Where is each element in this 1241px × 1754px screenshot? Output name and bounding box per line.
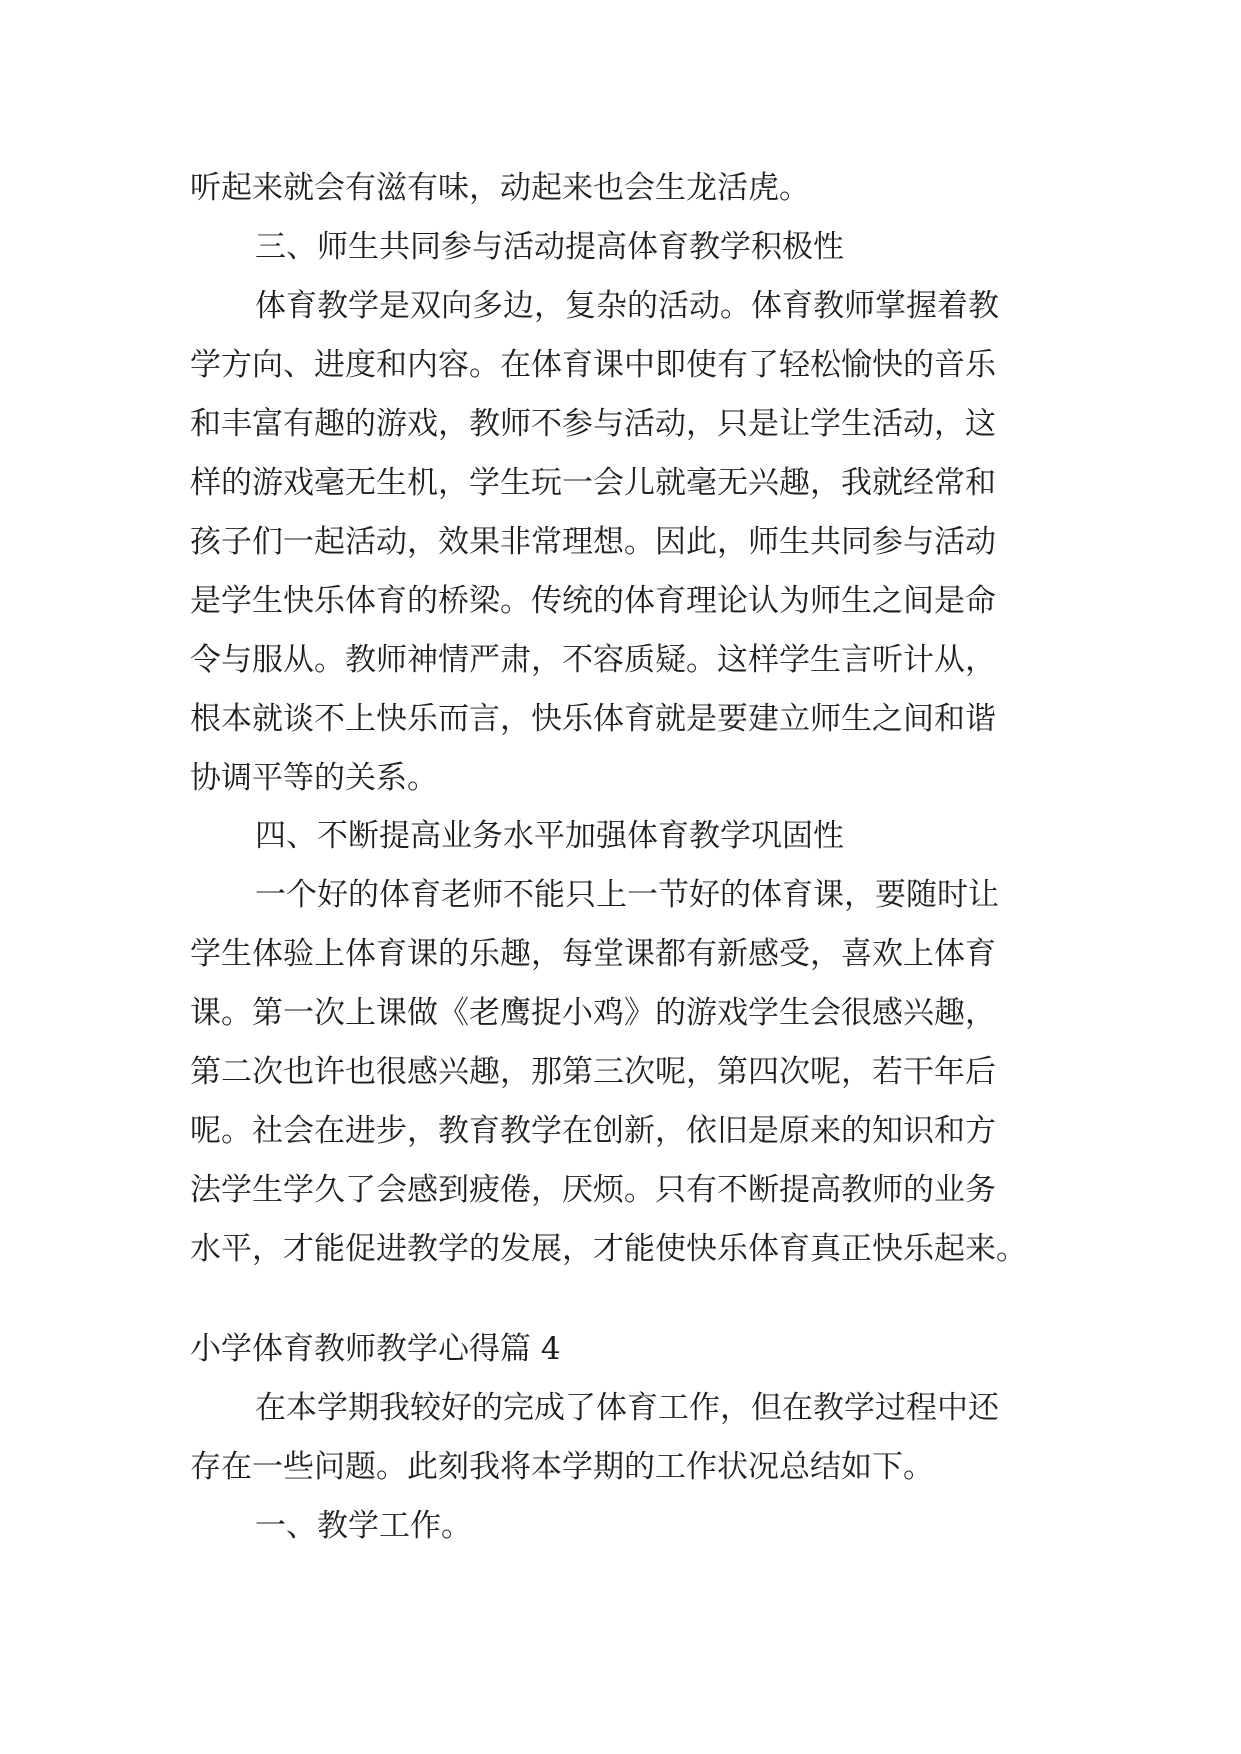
text-line: 课。第一次上课做《老鹰捉小鸡》的游戏学生会很感兴趣， (190, 995, 996, 1031)
section-heading: 一、教学工作。 (255, 1508, 472, 1544)
text-line: 呢。社会在进步，教育教学在创新，依旧是原来的知识和方 (190, 1113, 996, 1149)
text-line: 法学生学久了会感到疲倦，厌烦。只有不断提高教师的业务 (190, 1172, 996, 1208)
text-line: 水平，才能促进教学的发展，才能使快乐体育真正快乐起来。 (190, 1231, 1027, 1267)
text-line: 存在一些问题。此刻我将本学期的工作状况总结如下。 (190, 1449, 934, 1485)
text-line: 和丰富有趣的游戏，教师不参与活动，只是让学生活动，这 (190, 406, 996, 442)
section-heading: 四、不断提高业务水平加强体育教学巩固性 (255, 818, 844, 854)
text-line: 第二次也许也很感兴趣，那第三次呢，第四次呢，若干年后 (190, 1054, 996, 1090)
text-line: 一个好的体育老师不能只上一节好的体育课，要随时让 (255, 877, 999, 913)
text-line: 孩子们一起活动，效果非常理想。因此，师生共同参与活动 (190, 524, 996, 560)
text-line: 学生体验上体育课的乐趣，每堂课都有新感受，喜欢上体育 (190, 936, 996, 972)
article-title: 小学体育教师教学心得篇 4 (190, 1331, 561, 1367)
text-line: 根本就谈不上快乐而言，快乐体育就是要建立师生之间和谐 (190, 701, 996, 737)
text-line: 是学生快乐体育的桥梁。传统的体育理论认为师生之间是命 (190, 583, 996, 619)
text-line: 令与服从。教师神情严肃，不容质疑。这样学生言听计从， (190, 642, 996, 678)
text-line: 学方向、进度和内容。在体育课中即使有了轻松愉快的音乐 (190, 347, 996, 383)
text-line: 样的游戏毫无生机，学生玩一会儿就毫无兴趣，我就经常和 (190, 465, 996, 501)
text-line: 体育教学是双向多边，复杂的活动。体育教师掌握着教 (255, 288, 999, 324)
text-line: 听起来就会有滋有味，动起来也会生龙活虎。 (190, 170, 810, 206)
text-line: 协调平等的关系。 (190, 760, 438, 796)
section-heading: 三、师生共同参与活动提高体育教学积极性 (255, 229, 844, 265)
text-line: 在本学期我较好的完成了体育工作，但在教学过程中还 (255, 1390, 999, 1426)
